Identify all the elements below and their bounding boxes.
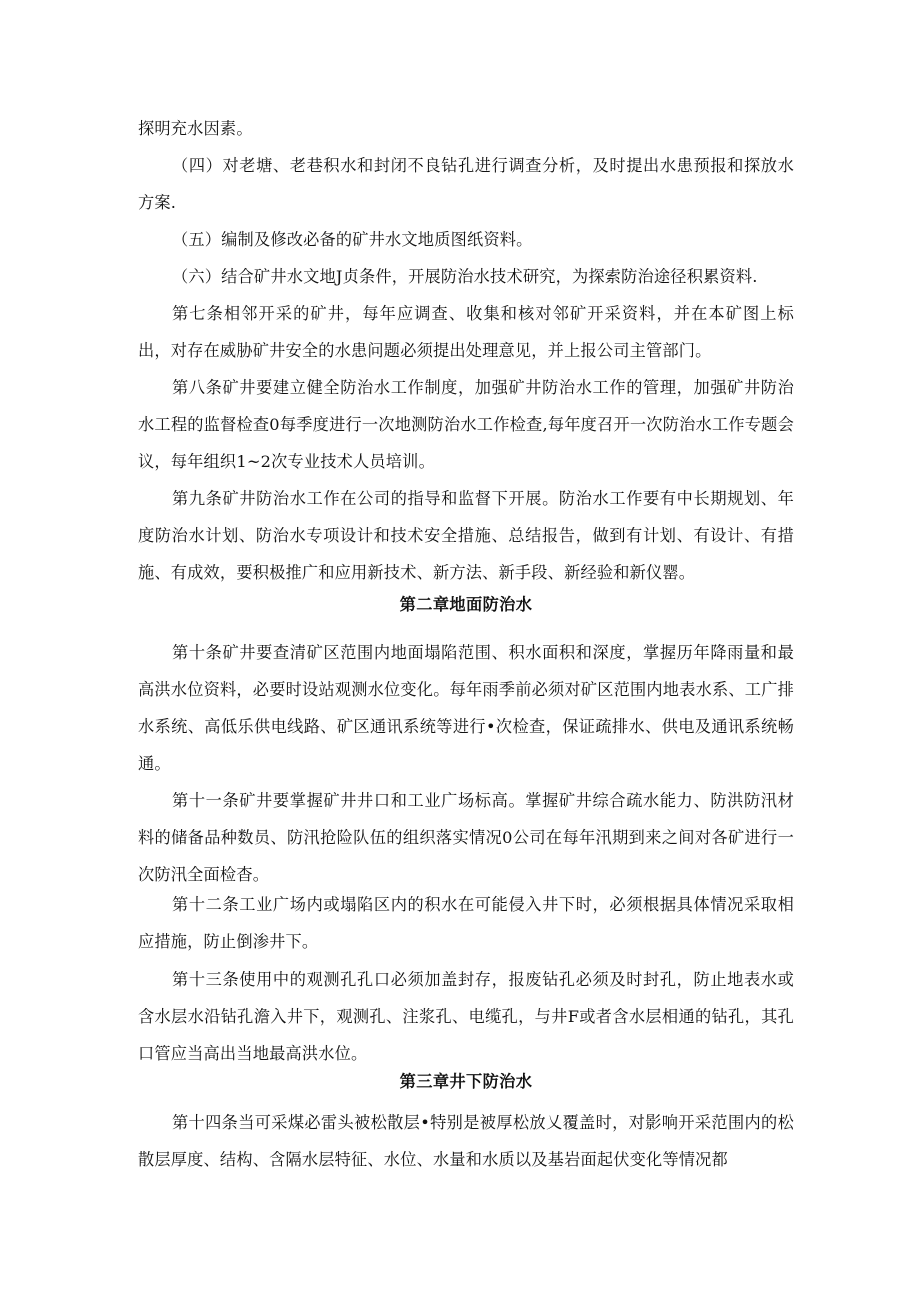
paragraph-item-5: （五）编制及修改必备的矿井水文地质图纸资料。 [172,230,533,249]
paragraph-article-8: 第八条矿井要建立健全防治水工作制度，加强矿井防治水工作的管理，加强矿井防治水工程的监督检查0每季度进行一次地测防治水工作检查,每年度召开一次防治水工作专题会议，每年组织1~2次专业技术人员培训。 [138,378,794,471]
paragraph-item-4: （四）对老塘、老巷积水和封闭不良钻孔进行调查分析，及时提出水患预报和探放水方案. [138,156,794,212]
chapter-3-title: 第三章井下防治水 [399,1072,533,1091]
chapter-2-title: 第二章地面防治水 [399,595,533,614]
paragraph-item-6: （六）结合矿井水文地J贞条件，开展防治水技术研究，为探索防治途径积累资料. [172,267,758,286]
paragraph-article-7: 第七条相邻开采的矿井，每年应调查、收集和核对邻矿开采资料，并在本矿图上标出，对存在威胁矿井安全的水患问题必须提出处理意见，并上报公司主管部门。 [138,304,794,360]
paragraph-article-12: 第十二条工业广场内或塌陷区内的积水在可能侵入井下时，必须根据具体情况采取相应措施，防止倒渗井下。 [138,895,794,951]
paragraph-article-9: 第九条矿井防治水工作在公司的指导和监督下开展。防治水工作要有中长期规划、年度防治水计划、防治水专项设计和技术安全措施、总结报告，做到有计划、有设计、有措施、有成效，要积极推广和应用新技术、新方法、新手段、新经验和新仪罂。 [138,489,794,582]
paragraph-article-10: 第十条矿井要查清矿区范围内地面塌陷范围、积水面积和深度，掌握历年降雨量和最高洪水位资料，必要时设站观测水位变化。每年雨季前必须对矿区范围内地表水系、工广排水系统、高低乐供电线路、矿区通讯系统等进行•次检查，保证疏排水、供电及通讯系统畅通。 [138,643,794,773]
paragraph-article-14: 第十四条当可采煤必雷头被松散层•特别是被厚松放乂覆盖时，对影响开采范围内的松散层厚度、结构、含隔水层特征、水位、水量和水质以及基岩面起伏变化等情况都 [138,1113,794,1169]
paragraph-article-11: 第十一条矿井要掌握矿井井口和工业广场标高。掌握矿井综合疏水能力、防洪防汛材料的储备品种数员、防汛抢险队伍的组织落实情况0公司在每年汛期到来之间对各矿进行一次防汛全面检杳。 [138,791,794,884]
paragraph-article-13: 第十三条使用中的观测孔孔口必须加盖封存，报废钻孔必须及时封孔，防止地表水或含水层水沿钻孔澹入井下，观测孔、注浆孔、电缆孔，与井F或者含水层相通的钻孔，其孔口管应当高出当地最高洪水位。 [138,970,794,1063]
paragraph-continuation: 探明充水因素。 [138,119,253,138]
